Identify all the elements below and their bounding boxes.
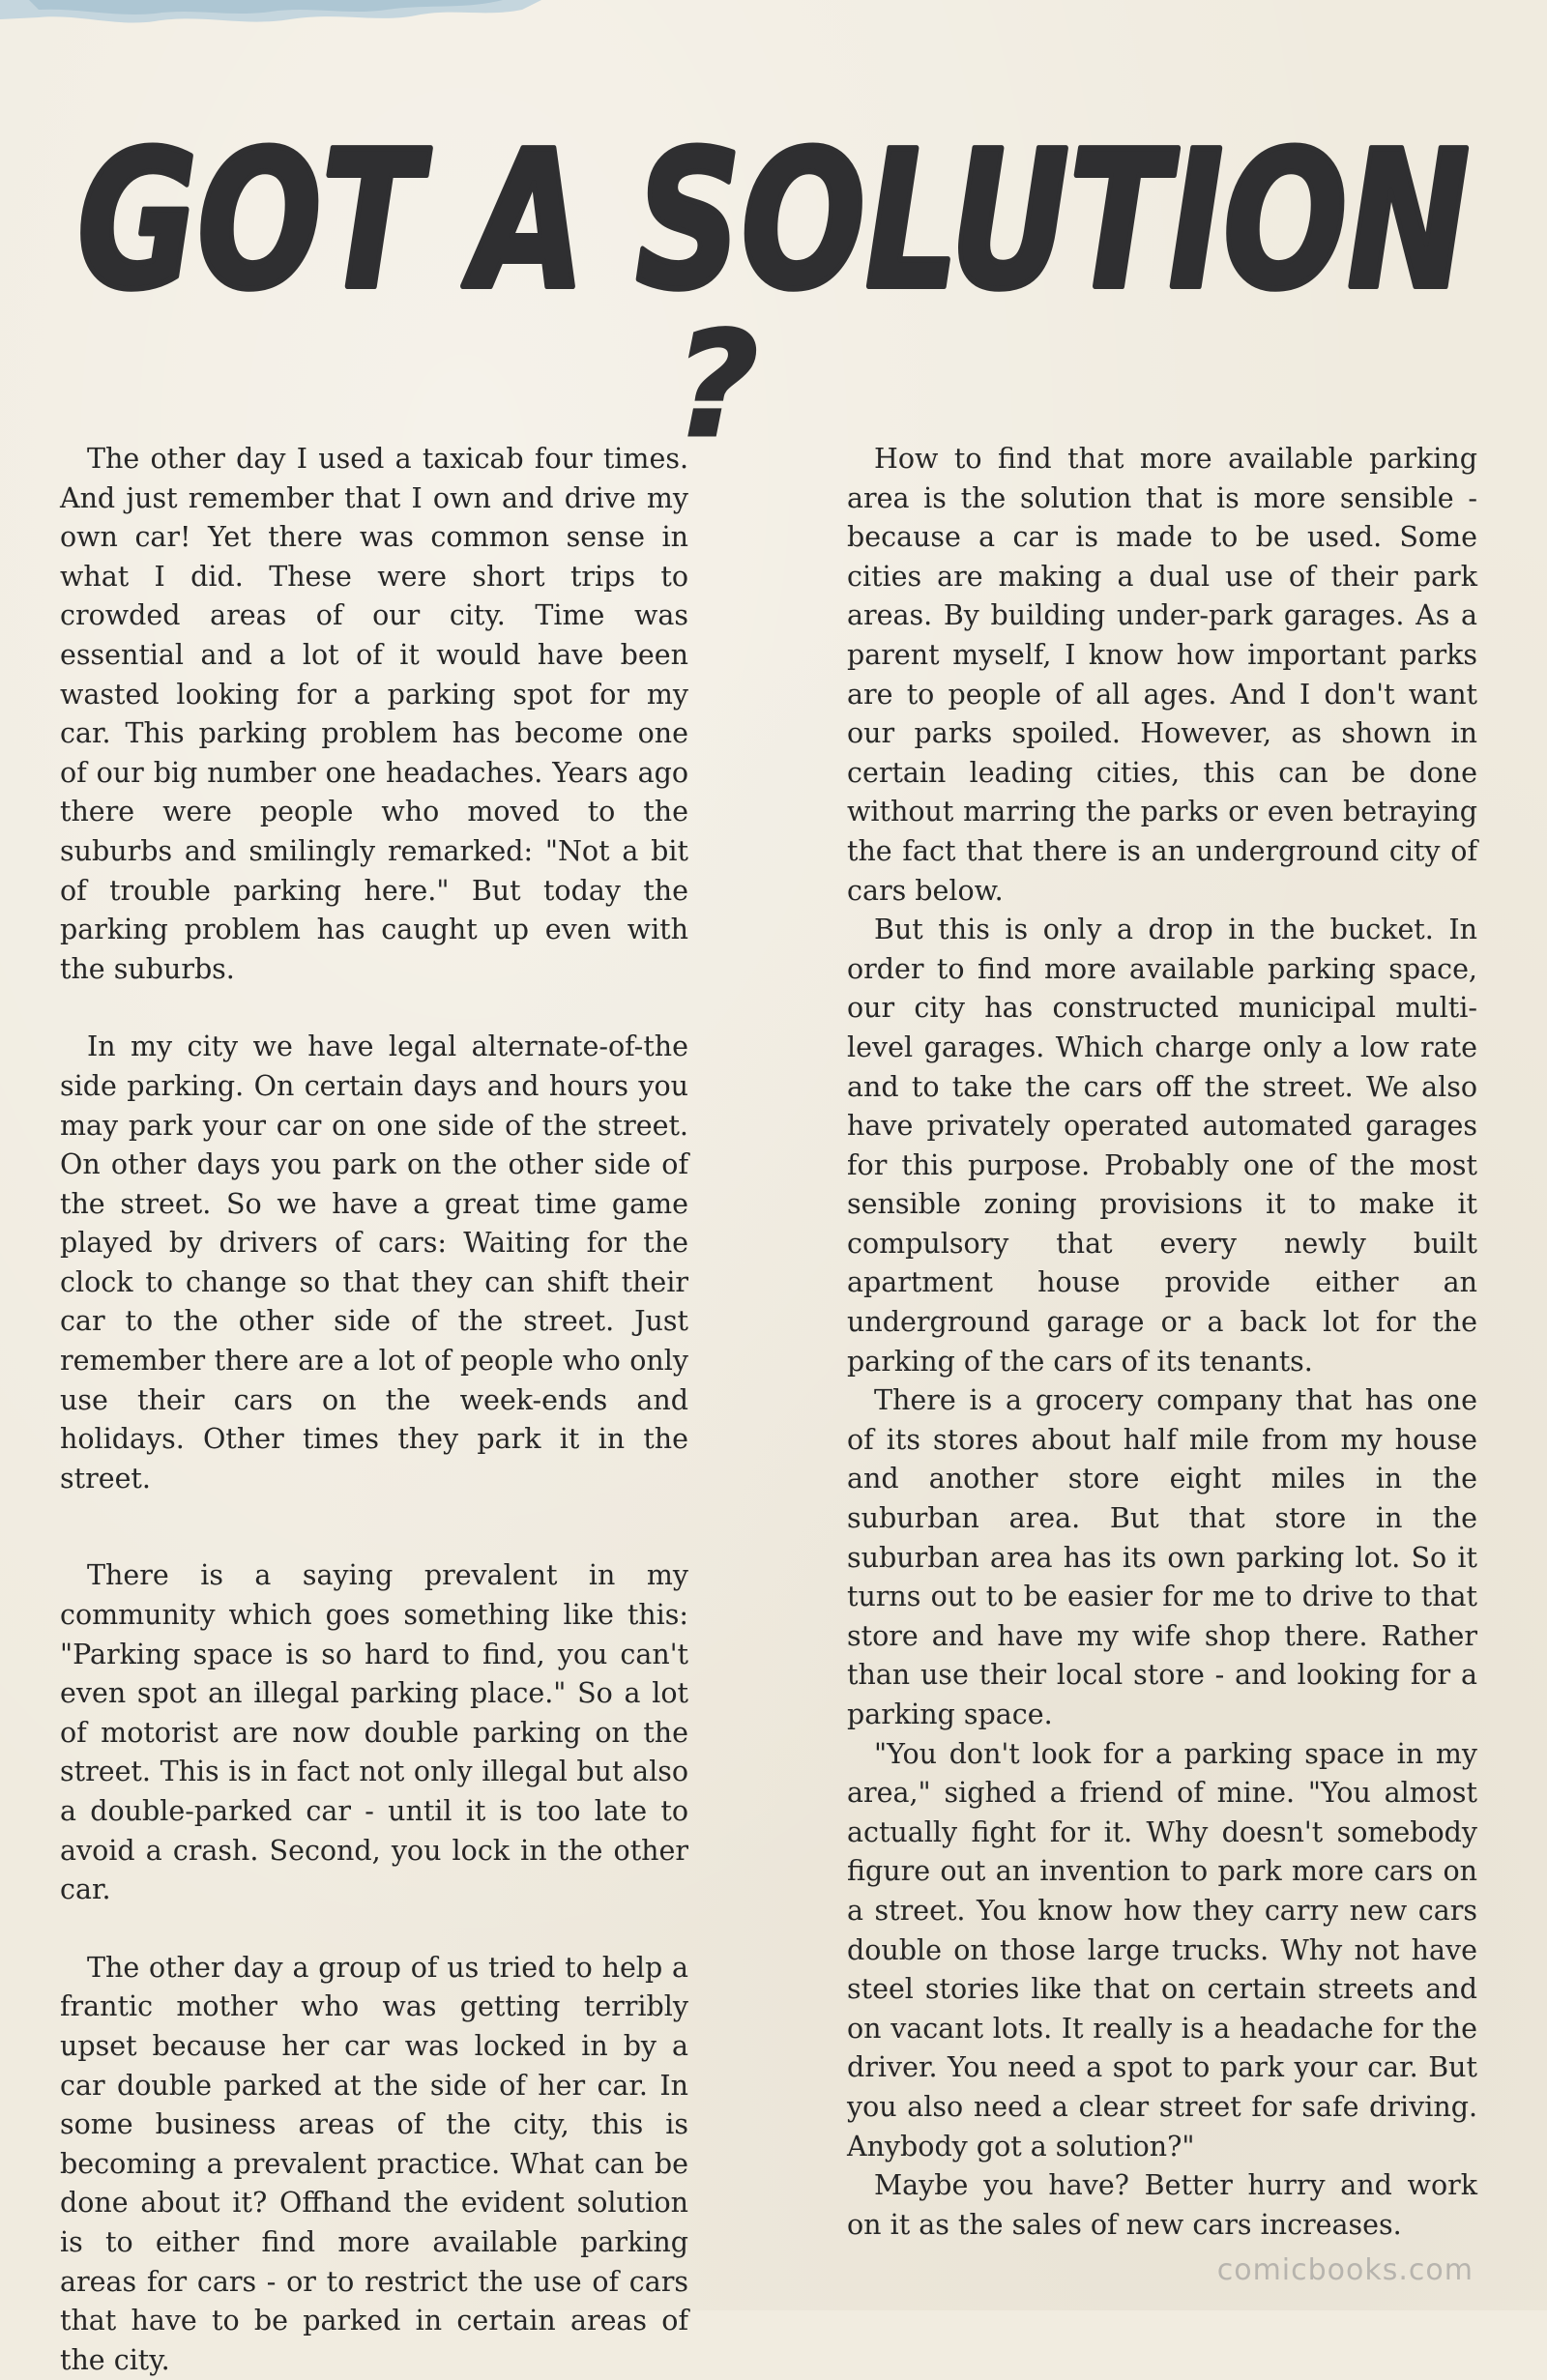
paragraph: The other day a group of us tried to help a frantic mother who was getting terribly upset because her car was locked in by a car double parked at the side of her car. In some business areas of the city, this is becoming a prevalent practice. What can be done about it? Offhand the evident solution is to either find more available parking areas for cars - or to restrict the use of cars that have to be parked in certain areas of the city.: [60, 1951, 688, 2376]
left-column: [60, 440, 688, 2380]
headline-title: GOT A SOLUTION: [77, 124, 1470, 317]
paragraph: Maybe you have? Better hurry and work on it as the sales of new cars increases.: [847, 2169, 1477, 2241]
paragraph: There is a saying prevalent in my community which goes something like this: "Parking space is so hard to find, you can't even spot an illegal parking place." So a lot of motorist are now double parking on the street. This is in fact not only illegal but also a double-parked car - until it is too late to avoid a crash. Second, you lock in the other car.: [60, 1559, 688, 1906]
right-column: [847, 440, 1477, 2245]
paragraph: How to find that more available parking area is the solution that is more sensible - because a car is made to be used. Some cities are making a dual use of their park areas. By building under-park garages. As a parent myself, I know how important parks are to people of all ages. And I don't want our parks spoiled. However, as shown in certain leading cities, this can be done without marring the parks or even betraying the fact that there is an underground city of cars below.: [847, 443, 1477, 907]
paragraph: There is a grocery company that has one of its stores about half mile from my house and another store eight miles in the suburban area. But that store in the suburban area has its own parking lot. So it turns out to be easier for me to drive to that store and have my wife shop there. Rather than use their local store - and looking for a parking space.: [847, 1384, 1477, 1730]
paragraph: "You don't look for a parking space in my area," sighed a friend of mine. "You almost actually fight for it. Why doesn't somebody figure out an invention to park more cars on a street. You know how they carry new cars double on those large trucks. Why not have steel stories like that on certain streets and on vacant lots. It really is a headache for the driver. You need a spot to park your car. But you also need a clear street for safe driving. Anybody got a solution?": [847, 1737, 1477, 2162]
question-mark-glyph: ?: [674, 317, 759, 462]
paragraph: But this is only a drop in the bucket. In order to find more available parking space, our city has constructed municipal multi-level garages. Which charge only a low rate and to take the cars off the street. We also have privately operated automated garages for this purpose. Probably one of the most sensible zoning provisions it to make it compulsory that every newly built apartment house provide either an underground garage or a back lot for the parking of the cars of its tenants.: [847, 914, 1477, 1378]
decorative-splash: [0, 0, 541, 39]
paragraph: The other day I used a taxicab four times. And just remember that I own and drive my own car! Yet there was common sense in what I did. These were short trips to crowded areas of our city. Time was essential and a lot of it would have been wasted looking for a parking spot for my car. This parking problem has become one of our big number one headaches. Years ago there were people who moved to the suburbs and smilingly remarked: "Not a bit of trouble parking here." But today the parking problem has caught up even with the suburbs.: [60, 443, 688, 985]
paragraph: In my city we have legal alternate-of-the side parking. On certain days and hours you may park your car on one side of the street. On other days you park on the other side of the street. So we have a great time game played by drivers of cars: Waiting for the clock to change so that they can shift their car to the other side of the street. Just remember there are a lot of people who only use their cars on the week-ends and holidays. Other times they park it in the street.: [60, 1030, 688, 1495]
watermark: comicbooks.com: [1216, 2253, 1474, 2287]
headline: [0, 124, 1547, 317]
